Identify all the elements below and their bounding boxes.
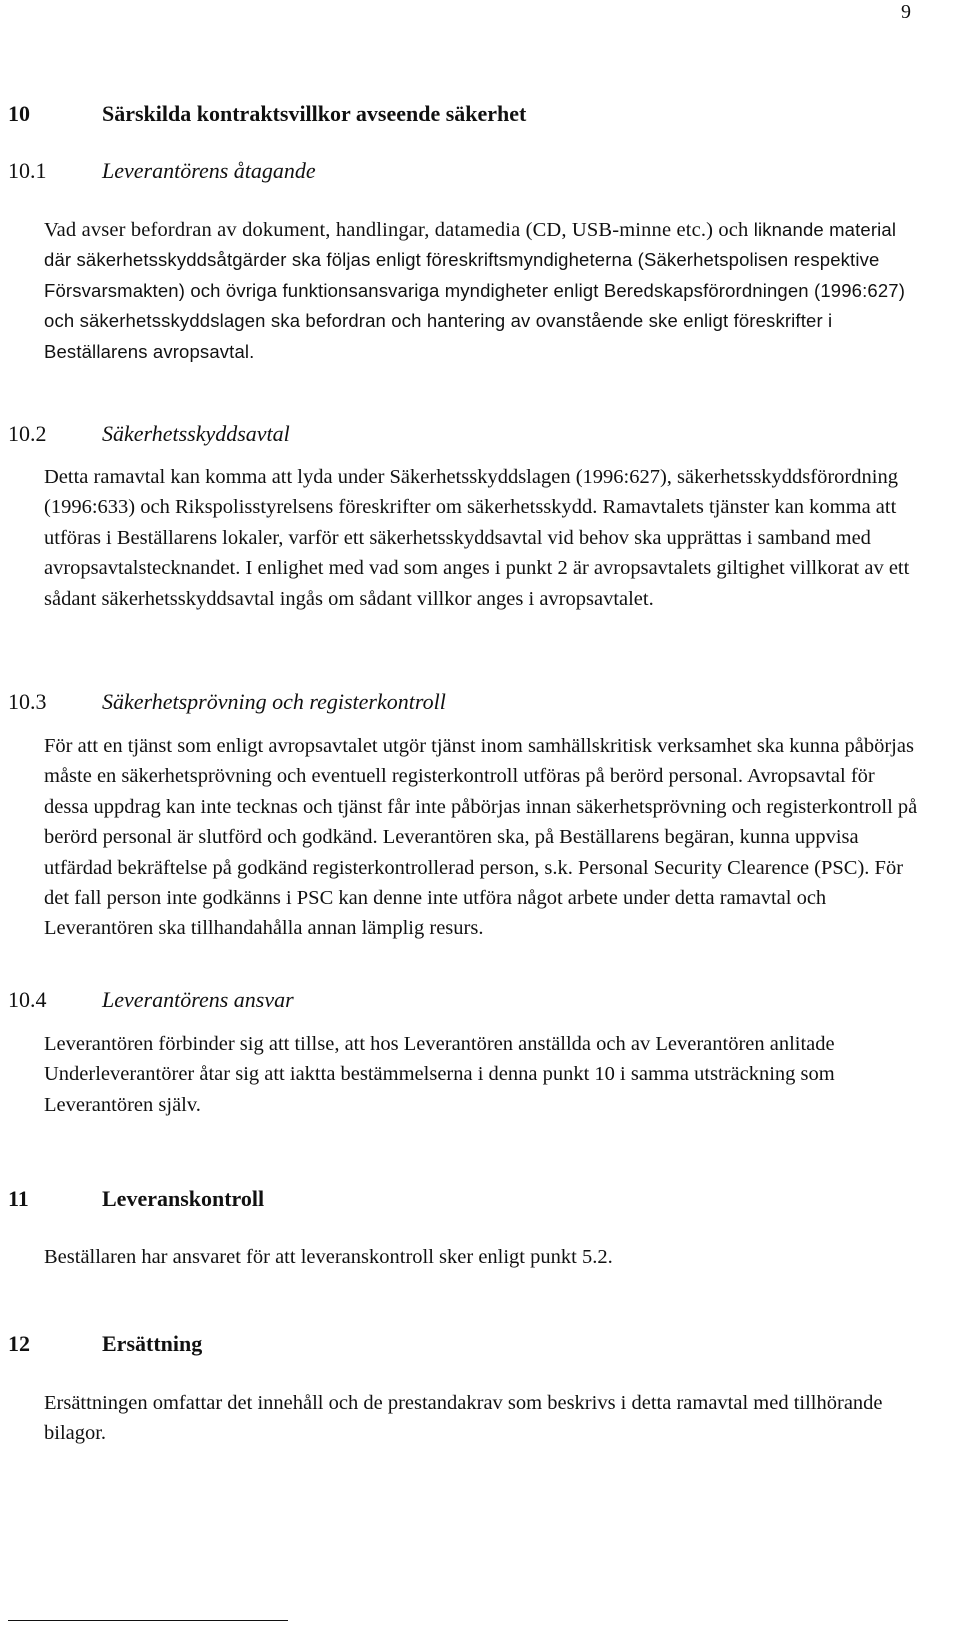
paragraph-rest: liknande material där säkerhetsskyddsåtgärder ska följas enligt föreskriftsmyndigheterna (Säkerhetspolisen respektive Försvarsmakten) och övriga funktionsansvariga myndigheter enligt Beredskapsförordningen (1996:627) och säkerhetsskyddslagen ska befordran och hantering av ovanstående ske enligt föreskrifter i Beställarens avropsavtal.	[44, 219, 906, 362]
subsection-title: Leverantörens åtagande	[102, 158, 316, 183]
subsection-number: 10.4	[8, 987, 47, 1012]
subsection-title: Säkerhetsskyddsavtal	[102, 421, 290, 446]
section-title: Leveranskontroll	[102, 1186, 265, 1211]
subsection-title: Leverantörens ansvar	[102, 987, 294, 1012]
section-12-paragraph: Ersättningen omfattar det innehåll och de prestandakrav som beskrivs i detta ramavtal med tillhörande bilagor.	[44, 1392, 883, 1445]
section-10-3-paragraph: För att en tjänst som enligt avropsavtalet utgör tjänst inom samhällskritisk verksamhet ska kunna påbörjas måste en säkerhetsprövning och eventuell registerkontroll utföras på berörd personal. Avropsavtal för dessa uppdrag kan inte tecknas och tjänst får inte påbörjas innan säkerhetsprövning och registerkontroll på berörd personal är slutförd och godkänd. Leverantören ska, på Beställarens begäran, kunna uppvisa utfärdad bekräftelse på godkänd registerkontrollerad person, s.k. Personal Security Clearence (PSC). För det fall person inte godkänns i PSC kan denne inte utföra något arbete under detta ramavtal och Leverantören ska tillhandahålla annan lämplig resurs.	[44, 735, 918, 940]
subsection-title: Säkerhetsprövning och registerkontroll	[102, 689, 446, 714]
section-title: Särskilda kontraktsvillkor avseende säkerhet	[102, 101, 527, 126]
section-title: Ersättning	[102, 1331, 203, 1356]
section-number: 11	[8, 1186, 29, 1211]
footnote-separator	[8, 1620, 288, 1621]
paragraph-first-line: Vad avser befordran av dokument, handlingar, datamedia (CD, USB-minne etc.) och	[44, 219, 749, 241]
section-10-1-paragraph	[44, 215, 924, 367]
section-11-paragraph: Beställaren har ansvaret för att leveranskontroll sker enligt punkt 5.2.	[44, 1246, 613, 1268]
subsection-number: 10.2	[8, 421, 47, 446]
section-number: 12	[8, 1331, 30, 1356]
section-10-2-paragraph: Detta ramavtal kan komma att lyda under Säkerhetsskyddslagen (1996:627), säkerhetsskyddsförordning (1996:633) och Rikspolisstyrelsens föreskrifter om säkerhetsskydd. Ramavtalets tjänster kan komma att utföras i Beställarens lokaler, varför ett säkerhetsskyddsavtal vid behov ska upprättas i samband med avropsavtalstecknandet. I enlighet med vad som anges i punkt 2 är avropsavtalets giltighet villkorat av ett sådant säkerhetsskyddsavtal ingås om sådant villkor anges i avropsavtalet.	[44, 466, 910, 610]
subsection-number: 10.3	[8, 689, 47, 714]
section-number: 10	[8, 101, 30, 126]
section-10-4-paragraph: Leverantören förbinder sig att tillse, att hos Leverantören anställda och av Leverantören anlitade Underleverantörer åtar sig att iaktta bestämmelserna i denna punkt 10 i samma utsträckning som Leverantören själv.	[44, 1033, 835, 1116]
page-number: 9	[901, 1, 911, 23]
subsection-number: 10.1	[8, 158, 47, 183]
